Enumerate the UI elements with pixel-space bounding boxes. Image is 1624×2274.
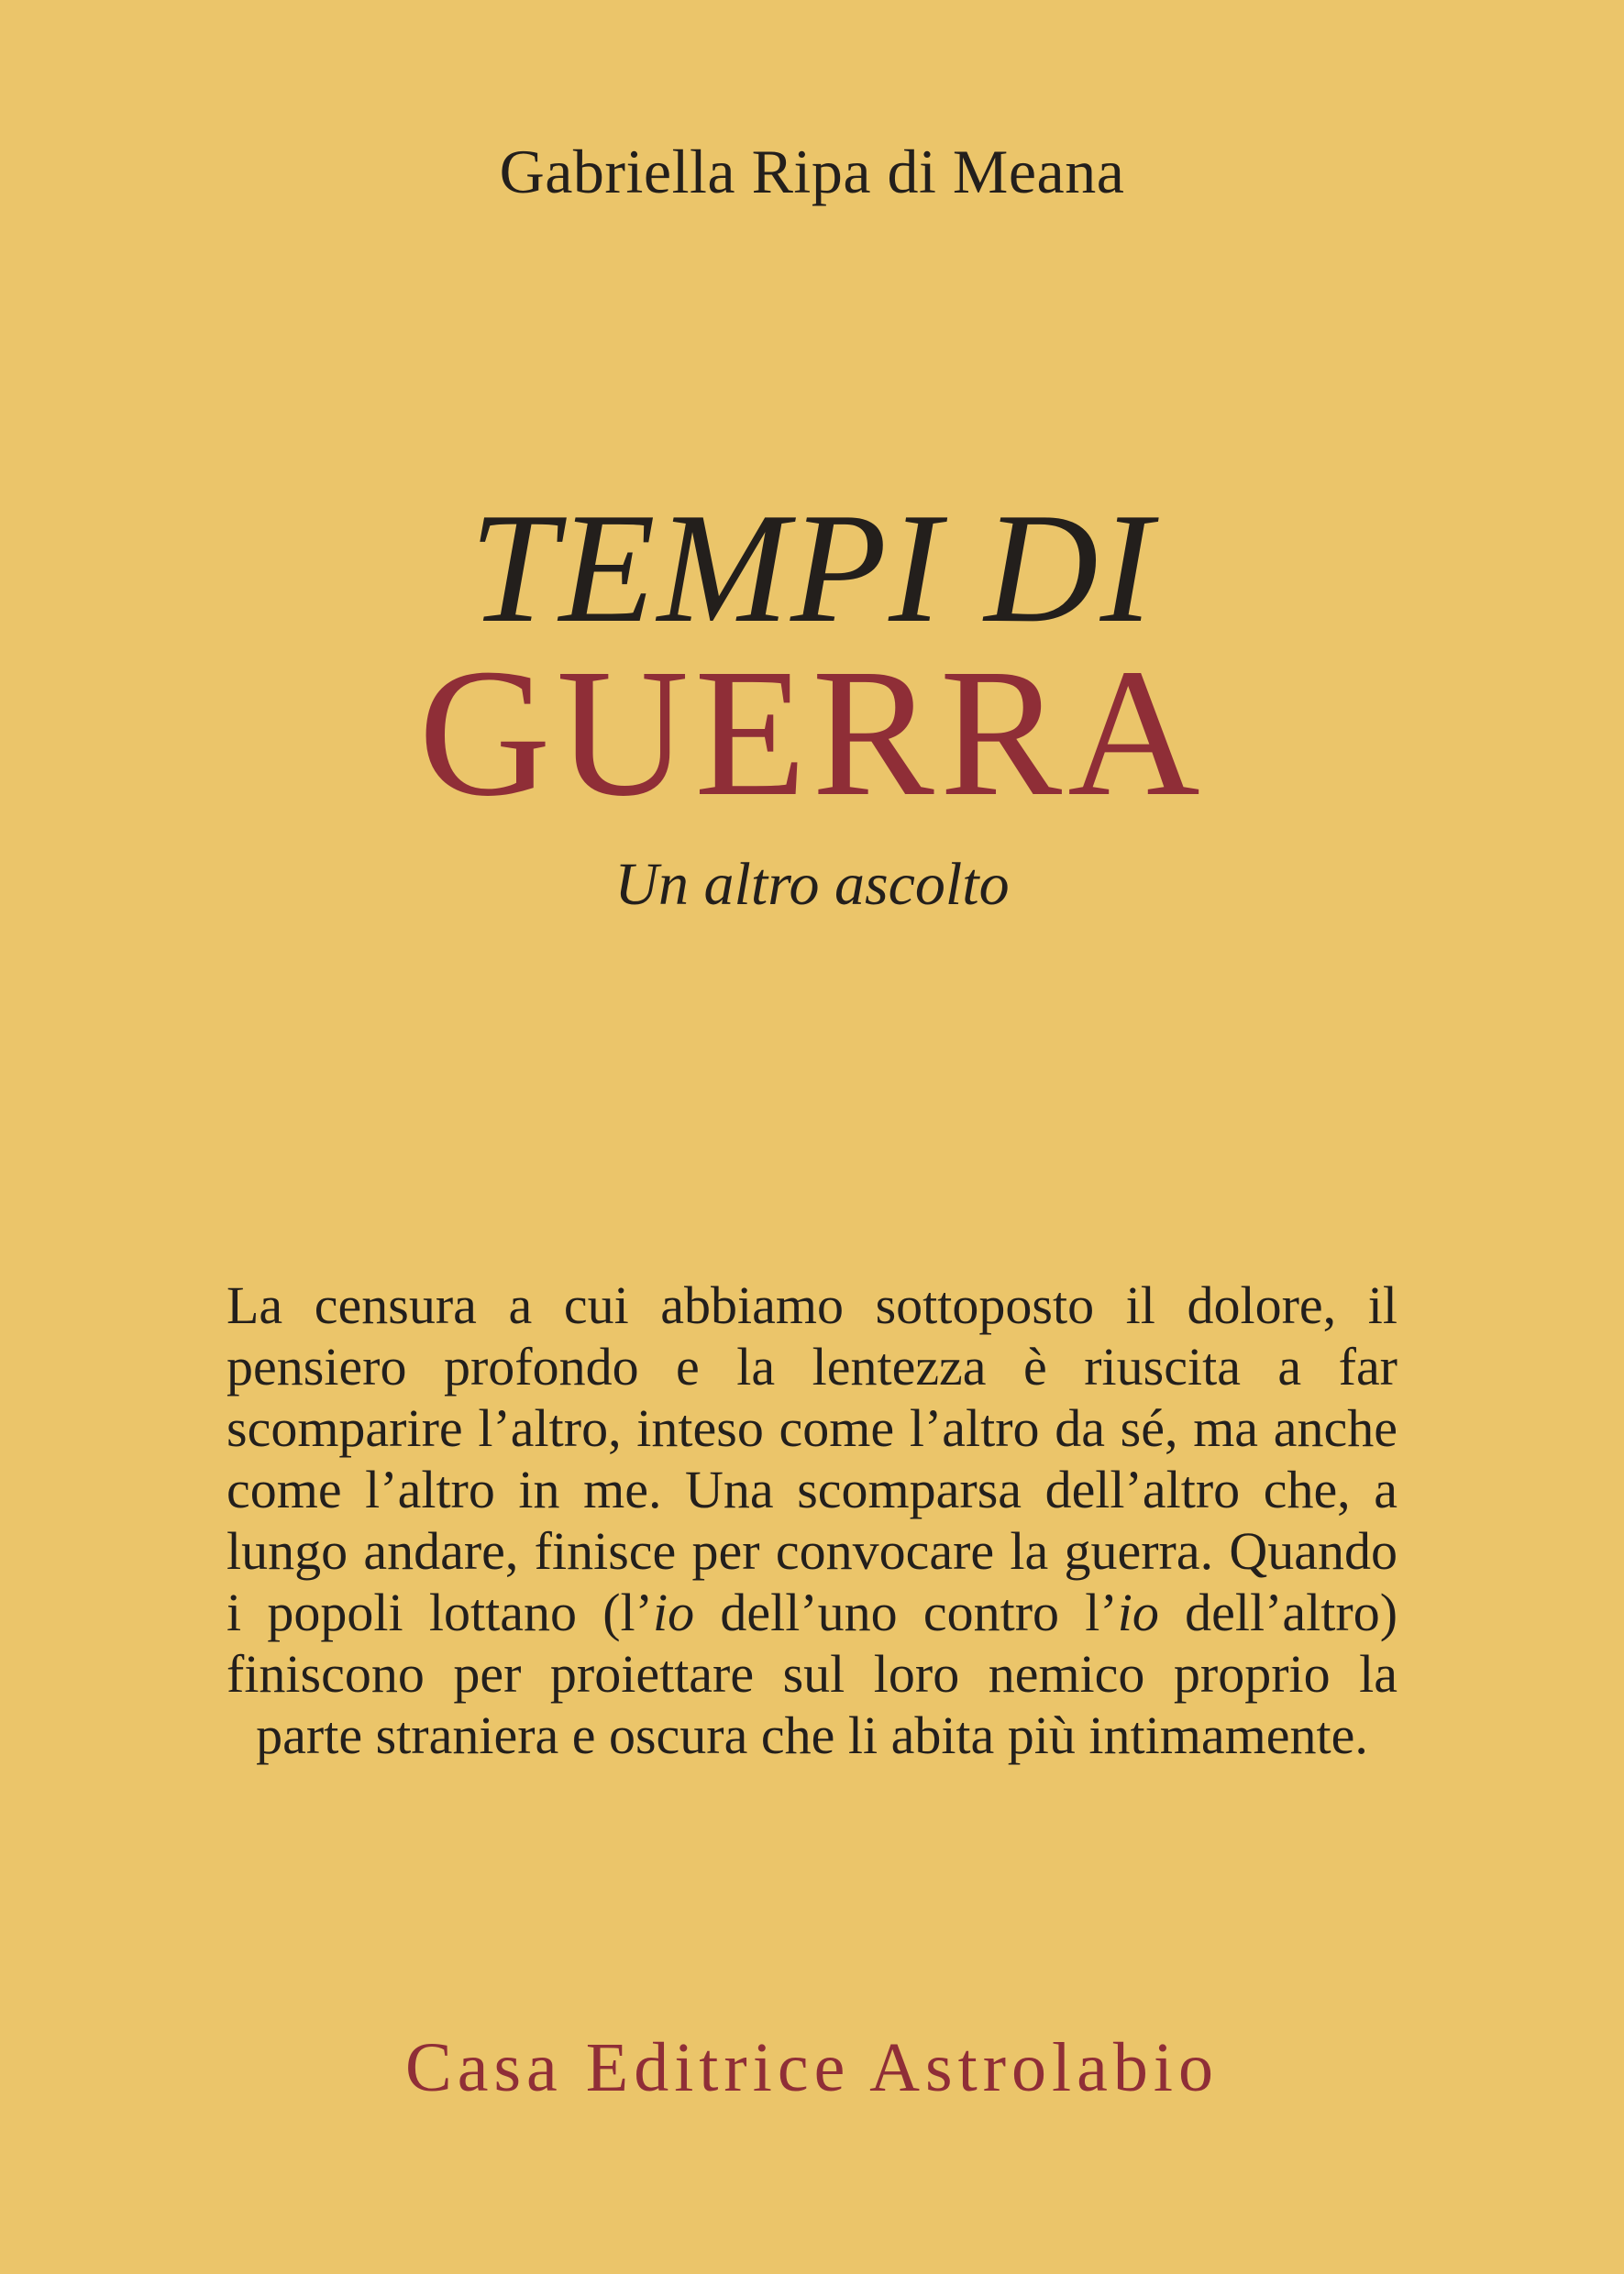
blurb-emphasis-1: io <box>652 1583 695 1642</box>
blurb-part-2: dell’uno contro l’ <box>694 1583 1118 1642</box>
blurb-part-1: La censura a cui abbiamo sottoposto il dolore, il pensiero profondo e la lentezza è riuscita a far scomparire l’altro, inteso come l’altro da sé, ma anche come l’altro in me. Una scomparsa dell’altro che, a lungo andare, finisce per convocare la guerra. Quando i popoli lottano (l’ <box>226 1275 1398 1642</box>
author-name: Gabriella Ripa di Meana <box>499 137 1125 206</box>
blurb-part-3: dell’altro) finiscono per proiettare sul loro nemico proprio la parte straniera e oscura che li abita più intimamente. <box>226 1583 1398 1765</box>
blurb-text <box>226 1275 1398 1766</box>
title-line-2: GUERRA <box>418 632 1206 834</box>
title-line-1: TEMPI DI <box>470 481 1154 656</box>
blurb-emphasis-2: io <box>1117 1583 1159 1642</box>
publisher-name: Casa Editrice Astrolabio <box>405 2029 1219 2106</box>
subtitle: Un altro ascolto <box>614 851 1010 918</box>
